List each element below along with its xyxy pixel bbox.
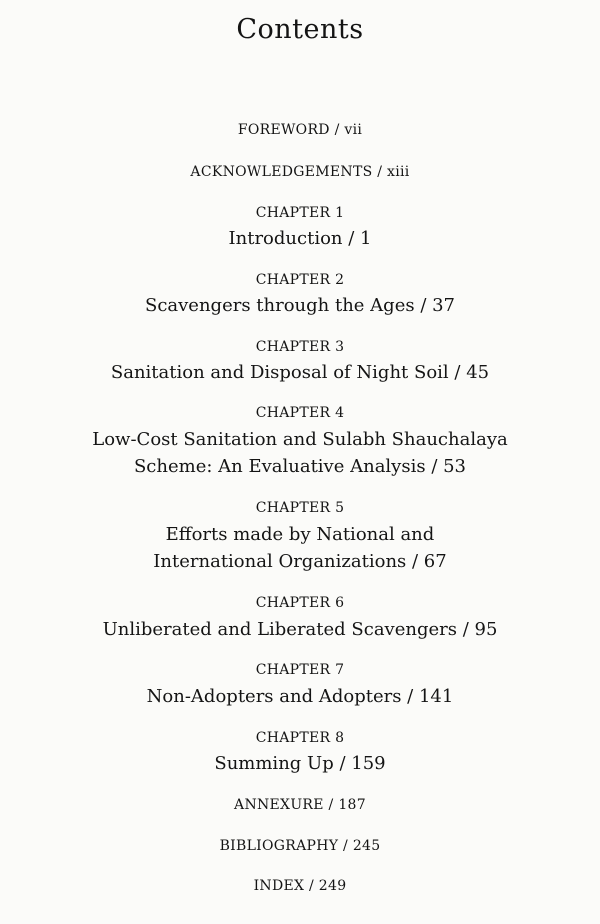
- entry-label: ACKNOWLEDGEMENTS: [190, 164, 373, 180]
- entry-label: FOREWORD: [237, 122, 330, 138]
- chapter-number: CHAPTER 7: [255, 662, 345, 678]
- chapter-title-line-1: Efforts made by National and: [165, 524, 435, 545]
- chapter-title: Scavengers through the Ages / 37: [0, 294, 600, 318]
- chapter-number: CHAPTER 6: [255, 595, 345, 611]
- chapter-title-line-1: Low-Cost Sanitation and Sulabh Shauchalaya: [92, 429, 508, 450]
- entry-label: BIBLIOGRAPHY: [219, 838, 339, 854]
- entry-label: ANNEXURE: [234, 797, 324, 813]
- chapter-title: Sanitation and Disposal of Night Soil / 45: [0, 361, 600, 385]
- chapter-title: Non-Adopters and Adopters / 141: [0, 685, 600, 709]
- page-number: vii: [344, 122, 363, 138]
- chapter-title: Unliberated and Liberated Scavengers / 95: [0, 618, 600, 642]
- page-number: 187: [338, 797, 366, 813]
- page-number: 249: [318, 878, 347, 894]
- toc-entry-foreword: [0, 121, 600, 139]
- page-title: Contents: [236, 14, 364, 45]
- entry-label: INDEX: [253, 878, 305, 894]
- chapter-title-line-2: International Organizations / 67: [0, 550, 600, 574]
- chapter-number: CHAPTER 2: [255, 272, 345, 288]
- chapter-number: CHAPTER 5: [255, 500, 345, 516]
- page-number: 159: [351, 753, 386, 774]
- page-number: 141: [418, 686, 454, 707]
- page-number: 45: [466, 362, 490, 383]
- toc-entry-bibliography: [0, 837, 600, 855]
- page-number: 245: [352, 838, 381, 854]
- toc-entry-annexure: [0, 796, 600, 814]
- toc-entry-index: [0, 877, 600, 895]
- chapter-title: Introduction / 1: [0, 227, 600, 251]
- chapter-title-line-2: Scheme: An Evaluative Analysis / 53: [0, 455, 600, 479]
- chapter-number: CHAPTER 3: [255, 339, 345, 355]
- page-number: 37: [432, 295, 456, 316]
- chapter-number: CHAPTER 8: [255, 730, 345, 746]
- chapter-title: Summing Up / 159: [0, 752, 600, 776]
- page-number: xiii: [387, 164, 410, 180]
- page-number: 53: [443, 456, 467, 477]
- page-number: 67: [423, 551, 447, 572]
- page-number: 95: [474, 619, 498, 640]
- chapter-number: CHAPTER 4: [255, 405, 345, 421]
- toc-entry-acknowledgements: [0, 163, 600, 181]
- chapter-number: CHAPTER 1: [255, 205, 345, 221]
- page-number: 1: [360, 228, 372, 249]
